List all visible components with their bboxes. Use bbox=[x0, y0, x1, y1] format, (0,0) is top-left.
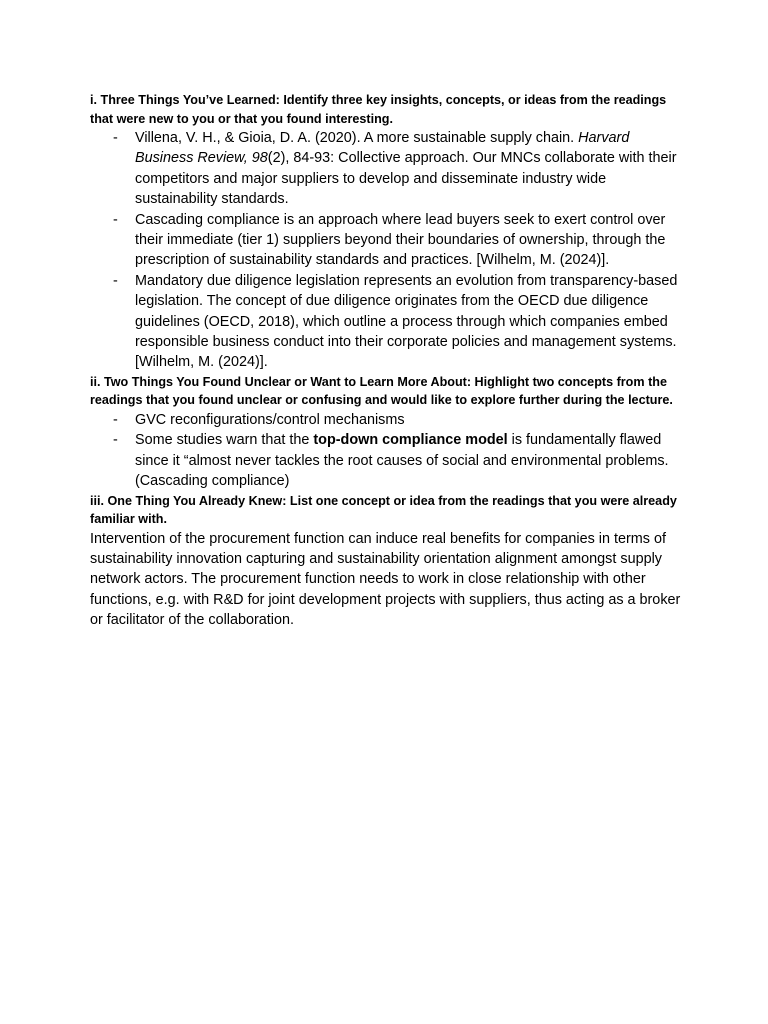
bullet-dash: - bbox=[113, 272, 118, 289]
list-item bbox=[90, 410, 682, 430]
section-2-heading: ii. Two Things You Found Unclear or Want to Learn More About: Highlight two concepts from the readings that you found unclear or confusing and would like to explore further during the lecture. bbox=[90, 374, 673, 408]
item-text: (2), 84-93: Collective approach. Our MNCs collaborate with their competitors and major suppliers to develop and disseminate industry wide sustainability standards. bbox=[135, 150, 677, 208]
item-text: is fundamentally flawed since it “almost never tackles the root causes of social and environmental problems. (Cascading compliance) bbox=[135, 432, 669, 490]
list-item bbox=[90, 128, 682, 210]
bullet-dash: - bbox=[113, 432, 118, 449]
bullet-dash: - bbox=[113, 130, 118, 146]
bullet-dash: - bbox=[113, 211, 118, 228]
item-text: GVC reconfigurations/control mechanisms bbox=[135, 411, 405, 428]
bullet-dash: - bbox=[113, 411, 118, 428]
list-item bbox=[90, 210, 682, 271]
list-item bbox=[90, 271, 682, 373]
item-text: Cascading compliance is an approach where lead buyers seek to exert control over their immediate (tier 1) suppliers beyond their boundaries of ownership, through the prescription of sustainability standards and practices. [Wilhelm, M. (2024)]. bbox=[135, 211, 666, 269]
section-1-heading: i. Three Things You’ve Learned: Identify three key insights, concepts, or ideas from the readings that were new to you or that you found interesting. bbox=[90, 93, 667, 126]
section-1-list bbox=[90, 128, 682, 373]
section-3-paragraph: Intervention of the procurement function can induce real benefits for companies in terms of sustainability innovation capturing and sustainability orientation alignment amongst supply network actors. The procurement function needs to work in close relationship with other functions, e.g. with R&D for joint development projects with suppliers, thus acting as a broker or facilitator of the collaboration. bbox=[90, 530, 681, 629]
item-italic: Harvard Business Review, 98 bbox=[135, 130, 630, 167]
item-bold: top-down compliance model bbox=[313, 432, 508, 449]
item-text: Some studies warn that the bbox=[135, 432, 314, 449]
document-page bbox=[90, 91, 682, 631]
section-3-heading: iii. One Thing You Already Knew: List one concept or idea from the readings that you were already familiar with. bbox=[90, 493, 677, 526]
list-item bbox=[90, 430, 682, 491]
section-2-list bbox=[90, 410, 682, 492]
item-text: Villena, V. H., & Gioia, D. A. (2020). A more sustainable supply chain. bbox=[135, 130, 579, 146]
item-text: Mandatory due diligence legislation represents an evolution from transparency-based legislation. The concept of due diligence originates from the OECD due diligence guidelines (OECD, 2018), which outline a process through which companies embed responsible business conduct into their corporate policies and management systems. [Wilhelm, M. (2024)]. bbox=[135, 272, 678, 371]
